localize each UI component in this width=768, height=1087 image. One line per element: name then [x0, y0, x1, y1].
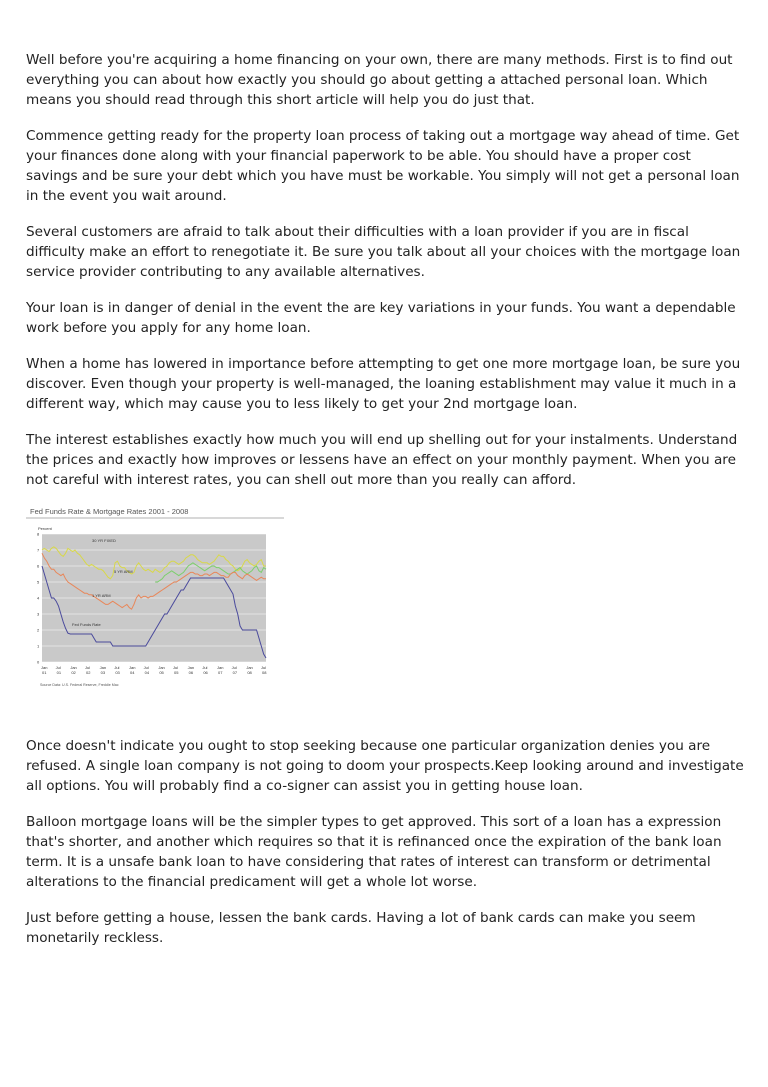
- series-label-30yr: 30 YR FIXED: [92, 538, 116, 543]
- paragraph-3: Several customers are afraid to talk about their difficulties with a loan provider if you are in fiscal difficulty make an effort to renegotiate it. Be sure you talk about all your choices with the mortgage loan service provider contributing to any available alternatives.: [26, 224, 741, 280]
- y-tick-label: 4: [37, 595, 40, 601]
- x-tick-label-top: Jul: [231, 665, 237, 670]
- x-tick-label-bottom: 01: [42, 670, 47, 675]
- series-label-fed: Fed Funds Rate: [72, 622, 101, 627]
- x-tick-label-top: Jan: [187, 665, 195, 670]
- x-tick-label-bottom: 06: [203, 670, 208, 675]
- x-tick-label-top: Jan: [70, 665, 77, 670]
- x-tick-label-bottom: 07: [218, 670, 223, 675]
- document-page: [26, 50, 746, 964]
- y-tick-label: 5: [37, 579, 40, 585]
- chart-y-ticks: [37, 532, 40, 665]
- paragraph-1: Well before you're acquiring a home financing on your own, there are many methods. First is to find out everything you can about how exactly you should go about getting a attached personal loan. Which means you should read through this short article will help you do just that.: [26, 52, 733, 108]
- x-tick-label-bottom: 02: [71, 670, 76, 675]
- x-tick-label-bottom: 04: [144, 670, 150, 675]
- paragraph-5: When a home has lowered in importance before attempting to get one more mortgage loan, be sure you discover. Even though your property is well-managed, the loaning establishment may value it much in a different way, which may cause you to less likely to get your 2nd mortgage loan.: [26, 356, 741, 412]
- x-tick-label-top: Jul: [173, 665, 179, 670]
- series-label-1yr: 1 YR ARM: [92, 593, 111, 598]
- y-tick-label: 1: [37, 643, 40, 649]
- x-tick-label-top: Jan: [217, 665, 224, 670]
- paragraph-9: Just before getting a house, lessen the bank cards. Having a lot of bank cards can make you seem monetarily reckless.: [26, 910, 696, 946]
- paragraph-7: Once doesn't indicate you ought to stop seeking because one particular organization denies you are refused. A single loan company is not going to doom your prospects.Keep looking around and investigate all options. You will probably find a co-signer can assist you in getting house loan.: [26, 738, 744, 794]
- x-tick-label-top: Jan: [246, 665, 253, 670]
- x-tick-label-top: Jul: [261, 665, 267, 670]
- x-tick-label-bottom: 02: [86, 670, 91, 675]
- x-tick-label-bottom: 08: [262, 670, 267, 675]
- x-tick-label-bottom: 05: [159, 670, 164, 675]
- x-tick-label-top: Jul: [55, 665, 61, 670]
- y-tick-label: 3: [37, 611, 40, 617]
- x-tick-label-bottom: 08: [247, 670, 252, 675]
- rates-chart-svg: [26, 506, 286, 696]
- paragraph-6: The interest establishes exactly how much you will end up shelling out for your instalments. Understand the prices and exactly how improves or lessens have an effect on your monthly payment. When you are not careful with interest rates, you can shell out more than you really can afford.: [26, 432, 738, 488]
- paragraph-8: Balloon mortgage loans will be the simpler types to get approved. This sort of a loan has a expression that's shorter, and another which requires so that it is refinanced once the expiration of the bank loan term. It is a unsafe bank loan to have considering that rates of interest can transform or detrimental alterations to the financial predicament will get a whole lot worse.: [26, 814, 722, 890]
- x-tick-label-bottom: 01: [56, 670, 62, 675]
- y-tick-label: 8: [37, 531, 40, 537]
- x-tick-label-top: Jul: [114, 665, 120, 670]
- chart-x-ticks: [41, 665, 267, 675]
- y-tick-label: 6: [37, 563, 40, 569]
- y-tick-label: 7: [37, 547, 40, 553]
- paragraph-4: Your loan is in danger of denial in the event the are key variations in your funds. You want a dependable work before you apply for any home loan.: [26, 300, 736, 336]
- x-tick-label-top: Jan: [158, 665, 165, 670]
- chart-title: Fed Funds Rate & Mortgage Rates 2001 - 2008: [30, 507, 189, 516]
- x-tick-label-bottom: 06: [188, 670, 194, 675]
- x-tick-label-top: Jul: [143, 665, 149, 670]
- x-tick-label-top: Jan: [129, 665, 136, 670]
- x-tick-label-top: Jan: [41, 665, 48, 670]
- series-label-5yr: 5 YR ARM: [114, 569, 133, 574]
- rates-chart: [26, 506, 286, 696]
- y-tick-label: 2: [37, 627, 40, 633]
- x-tick-label-bottom: 07: [232, 670, 238, 675]
- x-tick-label-top: Jan: [99, 665, 107, 670]
- chart-ylabel: Percent: [38, 526, 52, 531]
- x-tick-label-top: Jul: [202, 665, 208, 670]
- x-tick-label-bottom: 03: [100, 670, 106, 675]
- y-tick-label: 0: [37, 659, 40, 665]
- x-tick-label-bottom: 03: [115, 670, 120, 675]
- paragraph-2: Commence getting ready for the property loan process of taking out a mortgage way ahead of time. Get your finances done along with your financial paperwork to be able. You should have a proper cost savings and be sure your debt which you have must be workable. You simply will not get a personal loan in the event you wait around.: [26, 128, 740, 204]
- x-tick-label-bottom: 05: [174, 670, 179, 675]
- x-tick-label-bottom: 04: [130, 670, 135, 675]
- chart-source: Source Data: U.S. Federal Reserve, Freddie Mac: [40, 683, 119, 687]
- x-tick-label-top: Jul: [85, 665, 91, 670]
